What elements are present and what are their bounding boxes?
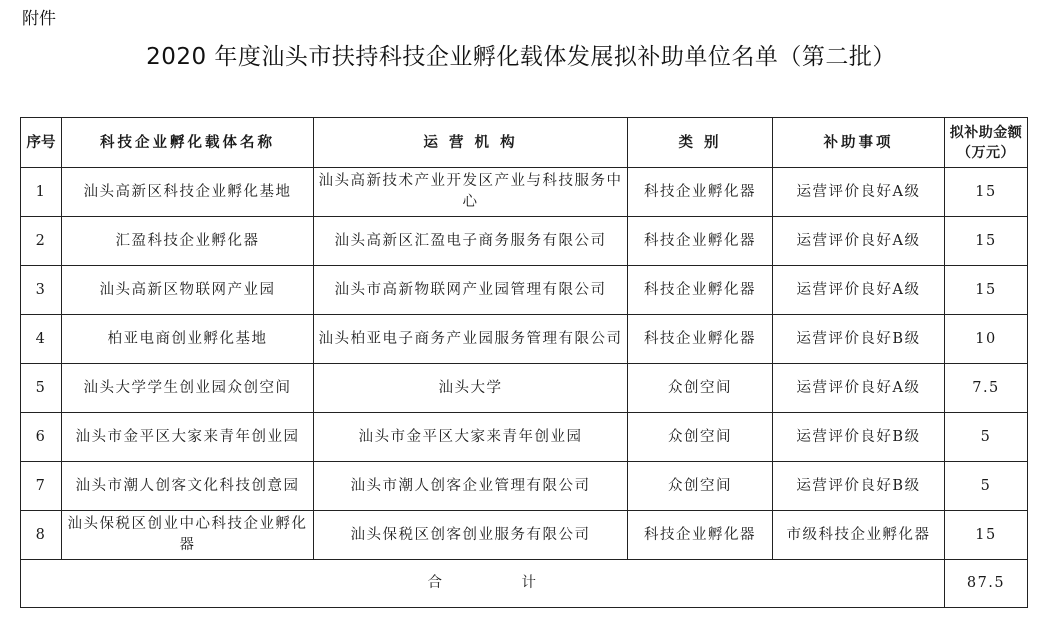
cell-operator: 汕头市高新物联网产业园管理有限公司	[314, 266, 628, 315]
cell-operator: 汕头高新区汇盈电子商务服务有限公司	[314, 217, 628, 266]
cell-subsidy-item: 运营评价良好A级	[773, 266, 945, 315]
table-row	[21, 315, 1028, 364]
header-item: 补助事项	[773, 118, 945, 168]
cell-amount: 5	[945, 413, 1028, 462]
cell-amount: 5	[945, 462, 1028, 511]
table-row	[21, 266, 1028, 315]
table-row	[21, 511, 1028, 560]
cell-amount: 15	[945, 511, 1028, 560]
cell-carrier-name: 汕头市金平区大家来青年创业园	[62, 413, 314, 462]
attachment-label: 附件	[22, 9, 56, 29]
cell-category: 科技企业孵化器	[628, 217, 773, 266]
cell-subsidy-item: 运营评价良好A级	[773, 217, 945, 266]
cell-carrier-name: 汇盈科技企业孵化器	[62, 217, 314, 266]
cell-subsidy-item: 市级科技企业孵化器	[773, 511, 945, 560]
cell-seq: 8	[21, 511, 62, 560]
cell-category: 众创空间	[628, 364, 773, 413]
total-label	[21, 560, 945, 608]
table-row	[21, 462, 1028, 511]
cell-carrier-name: 汕头保税区创业中心科技企业孵化器	[62, 511, 314, 560]
cell-category: 众创空间	[628, 462, 773, 511]
cell-carrier-name: 汕头高新区科技企业孵化基地	[62, 168, 314, 217]
cell-seq: 7	[21, 462, 62, 511]
cell-carrier-name: 汕头市潮人创客文化科技创意园	[62, 462, 314, 511]
cell-category: 科技企业孵化器	[628, 266, 773, 315]
total-label-right: 计	[521, 575, 538, 591]
table-row	[21, 364, 1028, 413]
cell-carrier-name: 汕头高新区物联网产业园	[62, 266, 314, 315]
cell-amount: 15	[945, 168, 1028, 217]
header-amount: 拟补助金额（万元）	[945, 118, 1028, 168]
cell-seq: 6	[21, 413, 62, 462]
cell-subsidy-item: 运营评价良好A级	[773, 168, 945, 217]
cell-operator: 汕头市金平区大家来青年创业园	[314, 413, 628, 462]
cell-seq: 2	[21, 217, 62, 266]
cell-category: 科技企业孵化器	[628, 168, 773, 217]
cell-operator: 汕头高新技术产业开发区产业与科技服务中心	[314, 168, 628, 217]
table-header-row	[21, 118, 1028, 168]
cell-seq: 4	[21, 315, 62, 364]
cell-amount: 7.5	[945, 364, 1028, 413]
total-label-left: 合	[427, 575, 444, 591]
cell-amount: 15	[945, 217, 1028, 266]
table-row	[21, 168, 1028, 217]
header-seq: 序号	[21, 118, 62, 168]
cell-carrier-name: 汕头大学学生创业园众创空间	[62, 364, 314, 413]
header-category: 类 别	[628, 118, 773, 168]
cell-operator: 汕头柏亚电子商务产业园服务管理有限公司	[314, 315, 628, 364]
cell-category: 科技企业孵化器	[628, 511, 773, 560]
cell-subsidy-item: 运营评价良好B级	[773, 413, 945, 462]
table-row	[21, 217, 1028, 266]
cell-operator: 汕头保税区创客创业服务有限公司	[314, 511, 628, 560]
header-operator: 运 营 机 构	[314, 118, 628, 168]
header-name: 科技企业孵化载体名称	[62, 118, 314, 168]
table-row	[21, 413, 1028, 462]
cell-subsidy-item: 运营评价良好B级	[773, 462, 945, 511]
cell-amount: 10	[945, 315, 1028, 364]
cell-category: 科技企业孵化器	[628, 315, 773, 364]
cell-category: 众创空间	[628, 413, 773, 462]
cell-operator: 汕头大学	[314, 364, 628, 413]
cell-subsidy-item: 运营评价良好B级	[773, 315, 945, 364]
cell-carrier-name: 柏亚电商创业孵化基地	[62, 315, 314, 364]
total-row	[21, 560, 1028, 608]
cell-seq: 5	[21, 364, 62, 413]
cell-amount: 15	[945, 266, 1028, 315]
total-amount: 87.5	[945, 560, 1028, 608]
cell-subsidy-item: 运营评价良好A级	[773, 364, 945, 413]
cell-seq: 3	[21, 266, 62, 315]
cell-operator: 汕头市潮人创客企业管理有限公司	[314, 462, 628, 511]
document-title: 2020 年度汕头市扶持科技企业孵化载体发展拟补助单位名单（第二批）	[146, 44, 896, 70]
cell-seq: 1	[21, 168, 62, 217]
subsidy-table	[20, 117, 1028, 608]
